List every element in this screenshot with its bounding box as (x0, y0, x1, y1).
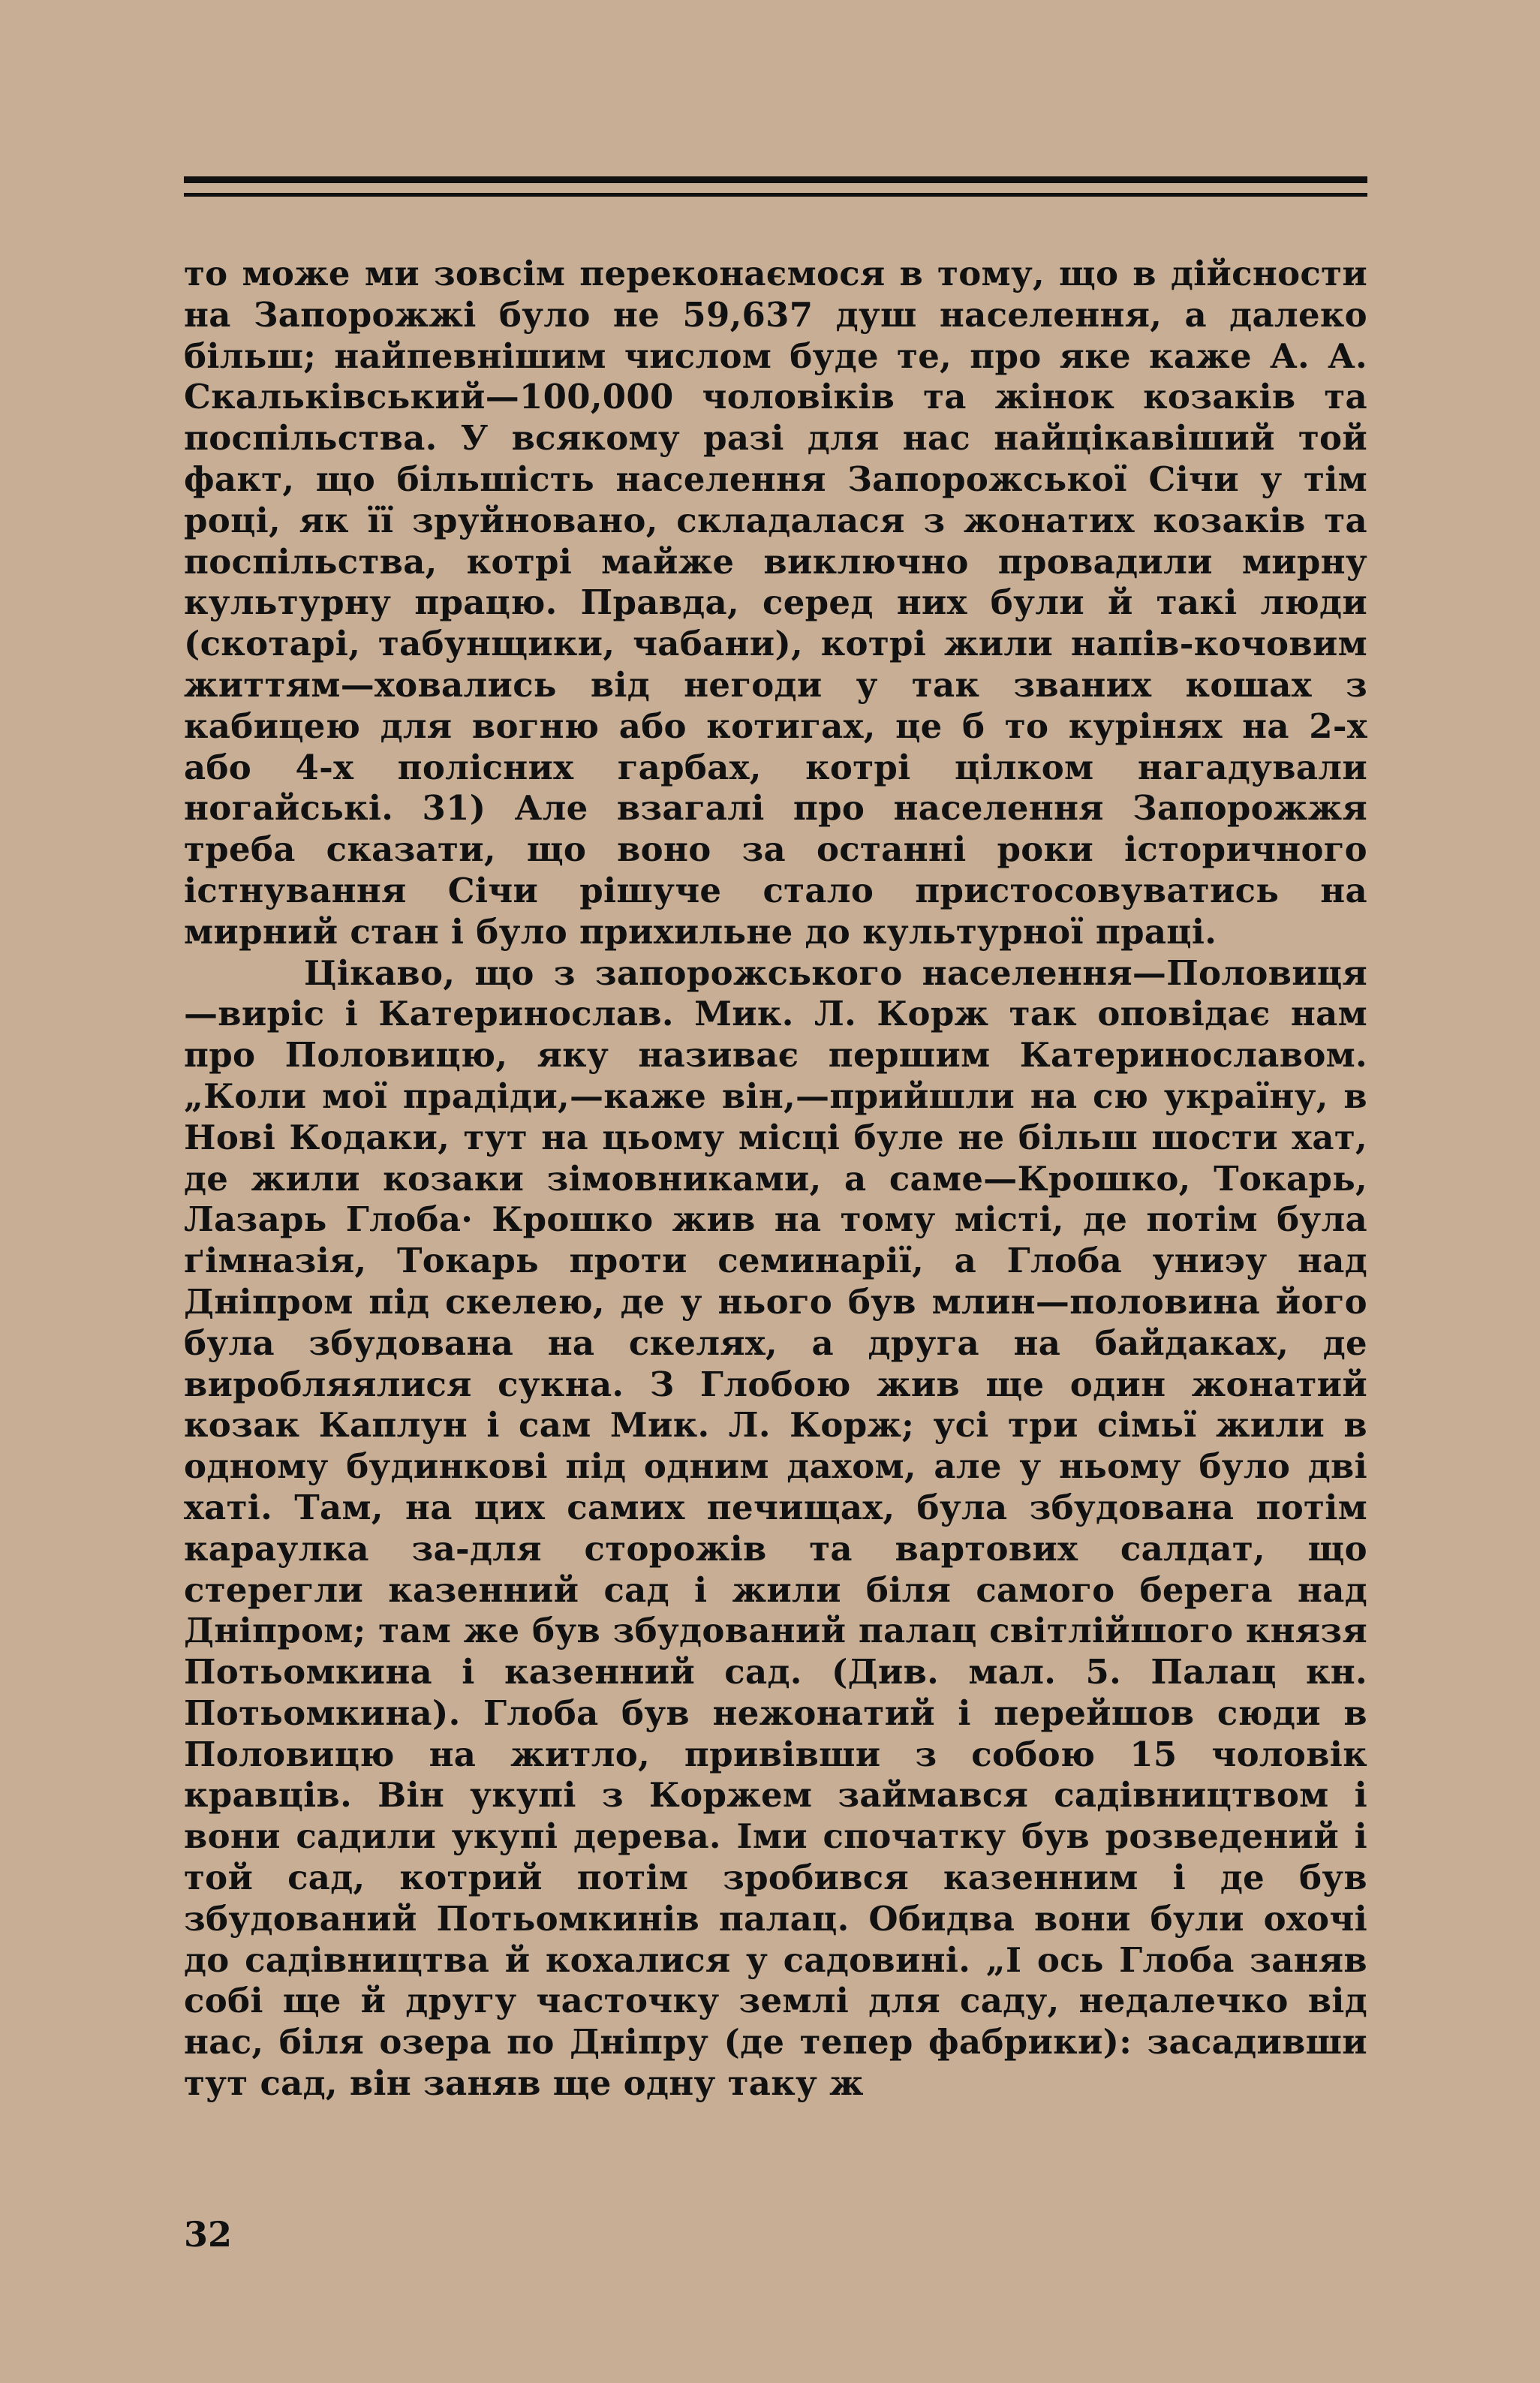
page-body (184, 254, 1367, 2105)
paragraph-2: Цікаво, що з запорожського населення—Половиця—виріс і Катеринослав. Мик. Л. Корж так оповідає нам про Половицю, яку називає першим Катеринославом. „Коли мої прадіди,—каже він,—прийшли на сю україну, в Нові Кодаки, тут на цьому місці буле не більш шости хат, де жили козаки зімовниками, а саме—Крошко, Токарь, Лазарь Глоба· Крошко жив на тому місті, де потім була ґімназія, Токарь проти семинарії, а Глоба униэу над Дніпром під скелею, де у нього був млин—половина його була збудована на скелях, а друга на байдаках, де виробляялися сукна. З Глобою жив ще один жонатий козак Каплун і сам Мик. Л. Корж; усі три сімьї жили в одному будинкові під одним дахом, але у ньому було дві хаті. Там, на цих самих печищах, була збудована потім караулка за-для сторожів та вартових салдат, що стерегли казенний сад і жили біля самого берега над Дніпром; там же був збудований палац світлійшого князя Потьомкина і казенний сад. (Див. мал. 5. Палац кн. Потьомкина). Глоба був нежонатий і перейшов сюди в Половицю на житло, привівши з собою 15 чоловік кравців. Він укупі з Коржем займався садівництвом і вони садили укупі дерева. Іми спочатку був розведений і той сад, котрий потім зробився казенним і де був збудований Потьомкинів палац. Обидва вони були охочі до садівництва й кохалися у садовині. „І ось Глоба заняв собі ще й другу часточку землі для саду, недалечко від нас, біля озера по Дніпру (де тепер фабрики): засадивши тут сад, він заняв ще одну таку ж (184, 952, 1367, 2104)
header-rule-thin (184, 193, 1367, 197)
page-number: 32 (184, 2214, 233, 2255)
paragraph-1: то може ми зовсім переконаємося в тому, що в дійсности на Запорожжі було не 59,637 душ населення, а далеко більш; найпевнішим числом буде те, про яке каже А. А. Скальківський—100,000 чоловіків та жінок козаків та поспільства. У всякому разі для нас найцікавіший той факт, що більшість населення Запорожської Січи у тім році, як її зруйновано, складалася з жонатих козаків та поспільства, котрі майже виключно провадили мирну культурну працю. Правда, серед них були й такі люди (скотарі, табунщики, чабани), котрі жили напів-кочовим життям—ховались від негоди у так званих кошах з кабицею для вогню або котигах, це б то курінях на 2-х або 4-х полісних гарбах, котрі цілком нагадували ногайські. 31) Але взагалі про населення Запорожжя треба сказати, що воно за останні роки історичного істнування Січи рішуче стало пристосовуватись на мирний стан і було прихильне до культурної праці. (184, 254, 1367, 952)
header-rule-thick (184, 176, 1367, 183)
